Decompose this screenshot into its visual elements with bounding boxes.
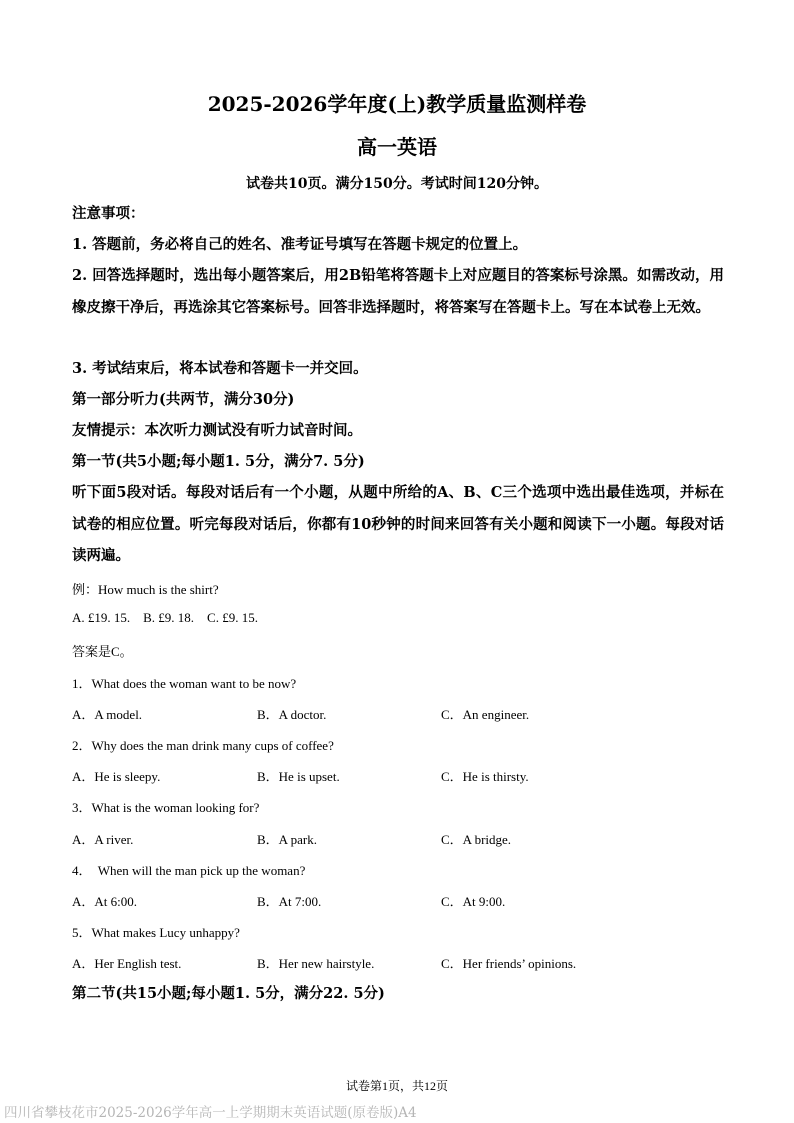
option-b: B．At 7:00. — [257, 894, 322, 909]
option-c: C．An engineer. — [441, 707, 530, 722]
section2-heading: 第二节(共15小题;每小题1. 5分，满分22. 5分) — [72, 985, 385, 1002]
note-item-1: 1. 答题前，务必将自己的姓名、准考证号填写在答题卡规定的位置上。 — [72, 236, 528, 253]
note-item-3: 3. 考试结束后，将本试卷和答题卡一并交回。 — [72, 360, 368, 377]
section1-heading: 第一节(共5小题;每小题1. 5分，满分7. 5分) — [72, 453, 365, 470]
example-options: A. £19. 15. B. £9. 18. C. £9. 15. — [72, 610, 258, 625]
option-c: C．He is thirsty. — [441, 769, 529, 784]
question-1: 1．What does the woman want to be now? — [72, 676, 297, 691]
question-4: 4． When will the man pick up the woman? — [72, 863, 306, 878]
question-5: 5．What makes Lucy unhappy? — [72, 925, 240, 940]
page-footer: 试卷第1页，共12页 — [345, 1079, 448, 1093]
option-b: B．A doctor. — [257, 707, 327, 722]
exam-info: 试卷共10页。满分150分。考试时间120分钟。 — [246, 176, 548, 192]
option-b: B．Her new hairstyle. — [257, 956, 375, 971]
exam-title: 2025-2026学年度(上)教学质量监测样卷 — [207, 92, 587, 116]
question-2: 2．Why does the man drink many cups of coffee? — [72, 738, 334, 753]
option-c: C．A bridge. — [441, 832, 512, 847]
option-b: B．He is upset. — [257, 769, 340, 784]
note-item-2: 2. 回答选择题时，选出每小题答案后，用2B铅笔将答题卡上对应题目的答案标号涂黑。如需改动，用橡皮擦干净后，再选涂其它答案标号。回答非选择题时，将答案写在答题卡上。写在本试卷上无效。 — [72, 267, 724, 316]
subject-title: 高一英语 — [357, 135, 437, 159]
example-answer: 答案是C。 — [72, 644, 133, 659]
watermark-text: 四川省攀枝花市2025-2026学年高一上学期期末英语试题(原卷版)A4 — [4, 1105, 417, 1121]
option-a: A．He is sleepy. — [72, 769, 161, 784]
option-a: A．Her English test. — [72, 956, 182, 971]
option-b: B．A park. — [257, 832, 317, 847]
listening-tip: 友情提示：本次听力测试没有听力试音时间。 — [72, 422, 362, 439]
option-a: A．A river. — [72, 832, 134, 847]
option-a: A．At 6:00. — [72, 894, 138, 909]
notes-heading: 注意事项： — [72, 205, 145, 222]
section1-instructions: 听下面5段对话。每段对话后有一个小题，从题中所给的A、B、C三个选项中选出最佳选项，并标在试卷的相应位置。听完每段对话后，你都有10秒钟的时间来回答有关小题和阅读下一小题。每段对话读两遍。 — [72, 484, 724, 564]
example-question: 例：How much is the shirt? — [72, 582, 219, 597]
part1-heading: 第一部分听力(共两节，满分30分) — [72, 391, 295, 408]
option-a: A．A model. — [72, 707, 143, 722]
option-c: C．At 9:00. — [441, 894, 506, 909]
question-3: 3．What is the woman looking for? — [72, 800, 260, 815]
option-c: C．Her friends’ opinions. — [441, 956, 577, 971]
